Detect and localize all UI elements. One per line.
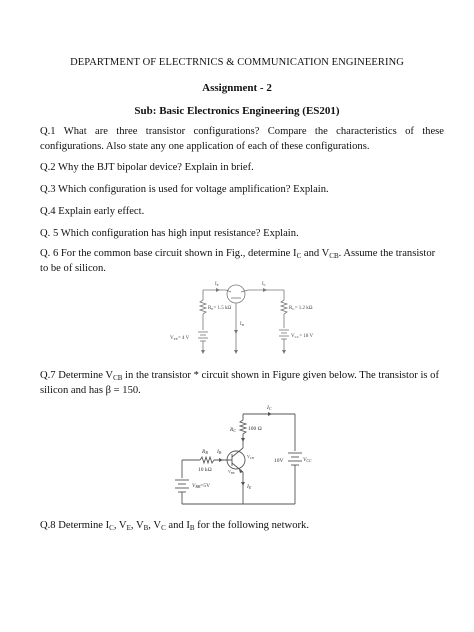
fig1-re-label: $R_E= 1.5$ kΩ <box>208 306 232 311</box>
fig2-rc-label: RC <box>230 427 237 433</box>
q6-sub-cb: CB <box>329 252 339 260</box>
q8-sub-b: B <box>143 524 149 532</box>
fig1-vcc-label: $V_{CC}= 18$ V <box>291 334 314 339</box>
question-8 <box>40 518 444 533</box>
fig2-vcb-label: $V_{CB}$ <box>247 454 254 460</box>
q8-sub-b2: B <box>189 524 195 532</box>
fig2-ib-label: IB <box>217 449 222 455</box>
transistor-circuit-figure <box>170 398 310 515</box>
q8-t3: , V <box>148 520 162 531</box>
q8-prefix: Q.8 Determine I <box>40 520 110 531</box>
q6-sub-c: C <box>296 252 302 260</box>
q6-suffix: . Assume the transistor to be of silicon. <box>40 248 436 274</box>
q7-suffix: in the transistor * circuit shown in Figure given below. The transistor is of silicon and has β = 150. <box>40 370 439 396</box>
q8-t2: , V <box>130 520 144 531</box>
fig1-ie-label: $I_E$ <box>215 282 219 287</box>
transistor-circuit-diagram <box>170 398 310 510</box>
q7-prefix: Q.7 Determine V <box>40 370 114 381</box>
fig2-ie-label: IE <box>247 484 252 490</box>
common-base-circuit-figure <box>168 278 328 365</box>
q8-sub-e: E <box>126 524 131 532</box>
fig2-vcc-label: VCC <box>303 457 312 463</box>
fig1-ic-label: $I_C$ <box>262 282 267 287</box>
q7-sub-cb: CB <box>113 374 123 382</box>
question-6 <box>40 246 444 276</box>
fig2-rb-label: RB <box>202 449 208 455</box>
q8-t1: , V <box>113 520 127 531</box>
subject-line: Sub: Basic Electronics Engineering (ES201) <box>134 105 340 117</box>
question-4: Q.4 Explain early effect. <box>40 206 145 217</box>
question-7 <box>40 368 444 398</box>
question-1: Q.1 What are three transistor configurations? Compare the characteristics of these configurations. Also state any one application of each of these configurations. <box>40 126 444 152</box>
fig1-vee-label: $V_{EE}= 4$ V <box>170 336 190 341</box>
fig2-vbb-label: VBB=5V <box>192 483 211 489</box>
common-base-circuit-diagram <box>168 278 328 360</box>
fig2-vcc-value: 10V <box>274 458 284 464</box>
assignment-title: Assignment - 2 <box>202 82 272 94</box>
question-5: Q. 5 Which configuration has high input resistance? Explain. <box>40 228 299 239</box>
q6-prefix: Q. 6 For the common base circuit shown in Fig., determine I <box>40 248 297 259</box>
q8-t4: and I <box>165 520 190 531</box>
question-2: Q.2 Why the BJT bipolar device? Explain in brief. <box>40 162 254 173</box>
fig2-ic-label: IC <box>267 405 272 411</box>
question-3: Q.3 Which configuration is used for voltage amplification? Explain. <box>40 184 329 195</box>
q8-sub-c: C <box>109 524 114 532</box>
q8-suffix: for the following network. <box>194 520 309 531</box>
fig2-rb-value: 10 kΩ <box>198 467 212 473</box>
q6-mid: and V <box>301 248 330 259</box>
fig1-ib-label: $I_B$ <box>240 322 245 327</box>
fig2-rc-value: 100 Ω <box>248 426 262 432</box>
q8-sub-c2: C <box>161 524 166 532</box>
department-heading: DEPARTMENT OF ELECTRNICS & COMMUNICATION ENGINEERING <box>70 57 404 68</box>
fig1-rc-label: $R_C= 1.2$ kΩ <box>289 306 313 311</box>
fig2-vbe-label: $V_{BE}$ <box>228 469 235 475</box>
